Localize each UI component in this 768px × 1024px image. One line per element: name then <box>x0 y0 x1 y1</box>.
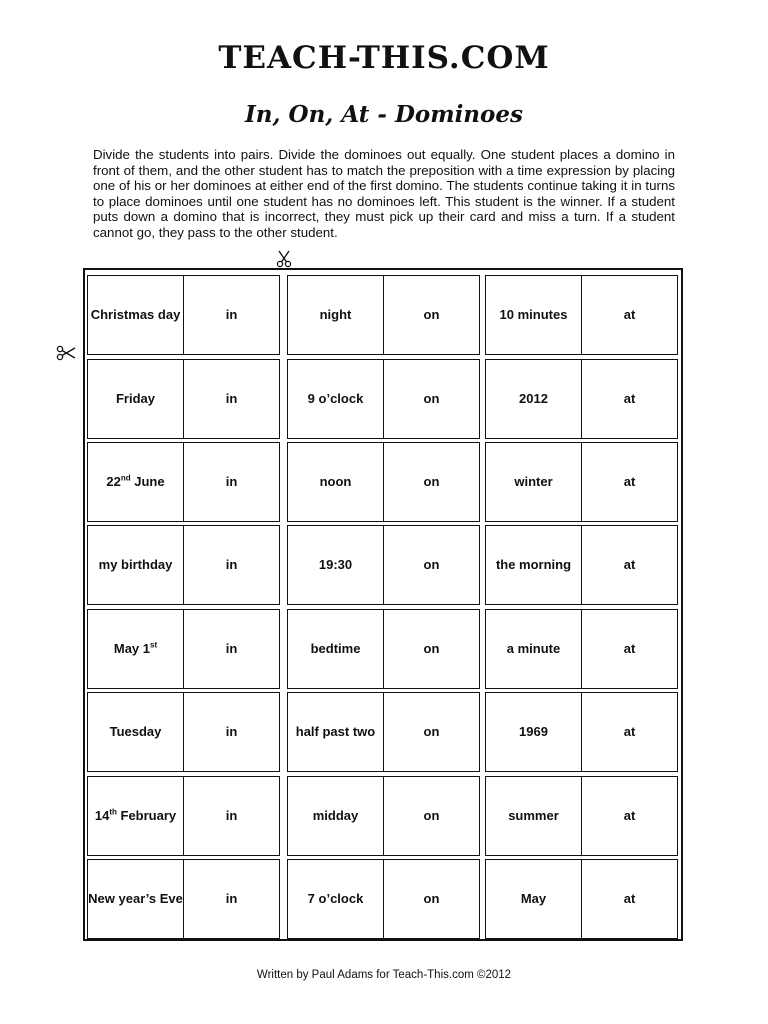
domino-card <box>485 359 678 439</box>
domino-time-expression: night <box>288 276 384 354</box>
domino-card <box>485 525 678 605</box>
domino-time-expression: 19:30 <box>288 526 384 604</box>
domino-row <box>87 776 681 856</box>
domino-card <box>485 859 678 939</box>
domino-time-expression: 10 minutes <box>486 276 582 354</box>
domino-time-expression: noon <box>288 443 384 521</box>
domino-row <box>87 525 681 605</box>
domino-time-expression: May 1st <box>88 610 184 688</box>
domino-preposition: at <box>623 391 636 406</box>
domino-preposition: on <box>423 808 440 823</box>
domino-preposition: at <box>623 891 636 906</box>
domino-card <box>287 275 480 355</box>
domino-card <box>485 442 678 522</box>
domino-time-expression: half past two <box>288 693 384 771</box>
domino-card <box>485 776 678 856</box>
domino-time-expression: my birthday <box>88 526 184 604</box>
domino-preposition: at <box>623 724 636 739</box>
domino-time-expression: May <box>486 860 582 938</box>
domino-preposition: in <box>225 474 238 489</box>
domino-card <box>287 692 480 772</box>
worksheet-title: In, On, At - Dominoes <box>245 101 523 128</box>
domino-row <box>87 442 681 522</box>
domino-row <box>87 859 681 939</box>
domino-preposition: at <box>623 307 636 322</box>
domino-time-expression: 14th February <box>88 777 184 855</box>
domino-preposition: in <box>225 557 238 572</box>
domino-preposition: in <box>225 307 238 322</box>
domino-card <box>485 609 678 689</box>
domino-row <box>87 275 681 355</box>
instructions-paragraph: Divide the students into pairs. Divide the dominoes out equally. One student places a domino in front of them, and the other student has to match the preposition with a time expression by placing one of his or her dominoes at either end of the first domino. The students continue taking it in turns to place dominoes until one student has no dominoes left. This student is the winner. If a student puts down a domino that is incorrect, they must pick up their card and miss a turn. If a student cannot go, they pass to the other student. <box>93 147 675 240</box>
domino-time-expression: bedtime <box>288 610 384 688</box>
domino-preposition: on <box>423 724 440 739</box>
domino-preposition: in <box>225 724 238 739</box>
domino-card <box>287 442 480 522</box>
domino-time-expression: 22nd June <box>88 443 184 521</box>
domino-card <box>87 609 280 689</box>
domino-time-expression: 2012 <box>486 360 582 438</box>
domino-row <box>87 609 681 689</box>
domino-time-expression: Friday <box>88 360 184 438</box>
site-title: TEACH-THIS.COM <box>218 40 550 76</box>
domino-preposition: in <box>225 808 238 823</box>
domino-card <box>287 359 480 439</box>
domino-time-expression: 1969 <box>486 693 582 771</box>
domino-preposition: in <box>225 891 238 906</box>
domino-time-expression: Tuesday <box>88 693 184 771</box>
domino-time-expression: 7 o’clock <box>288 860 384 938</box>
domino-time-expression: summer <box>486 777 582 855</box>
domino-card <box>485 275 678 355</box>
domino-time-expression: midday <box>288 777 384 855</box>
footer-credit: Written by Paul Adams for Teach-This.com ©2012 <box>256 969 512 981</box>
domino-card <box>87 859 280 939</box>
domino-preposition: in <box>225 391 238 406</box>
domino-card <box>287 859 480 939</box>
domino-preposition: at <box>623 557 636 572</box>
domino-preposition: on <box>423 474 440 489</box>
domino-time-expression: a minute <box>486 610 582 688</box>
domino-card <box>87 359 280 439</box>
domino-preposition: in <box>225 641 238 656</box>
domino-time-expression: the morning <box>486 526 582 604</box>
domino-preposition: on <box>423 307 440 322</box>
domino-card <box>287 609 480 689</box>
domino-preposition: on <box>423 391 440 406</box>
domino-card <box>87 275 280 355</box>
domino-preposition: at <box>623 641 636 656</box>
domino-card <box>485 692 678 772</box>
domino-card <box>87 525 280 605</box>
domino-card <box>87 442 280 522</box>
domino-row <box>87 359 681 439</box>
domino-card <box>87 692 280 772</box>
domino-preposition: on <box>423 557 440 572</box>
domino-time-expression: 9 o’clock <box>288 360 384 438</box>
domino-time-expression: winter <box>486 443 582 521</box>
domino-card <box>87 776 280 856</box>
domino-preposition: at <box>623 808 636 823</box>
domino-row <box>87 692 681 772</box>
domino-time-expression: Christmas day <box>88 276 184 354</box>
domino-card <box>287 776 480 856</box>
dominoes-grid <box>87 275 681 941</box>
domino-card <box>287 525 480 605</box>
domino-preposition: on <box>423 641 440 656</box>
domino-time-expression: New year’s Eve <box>88 860 184 938</box>
scissors-icon <box>56 345 76 366</box>
domino-preposition: at <box>623 474 636 489</box>
domino-preposition: on <box>423 891 440 906</box>
